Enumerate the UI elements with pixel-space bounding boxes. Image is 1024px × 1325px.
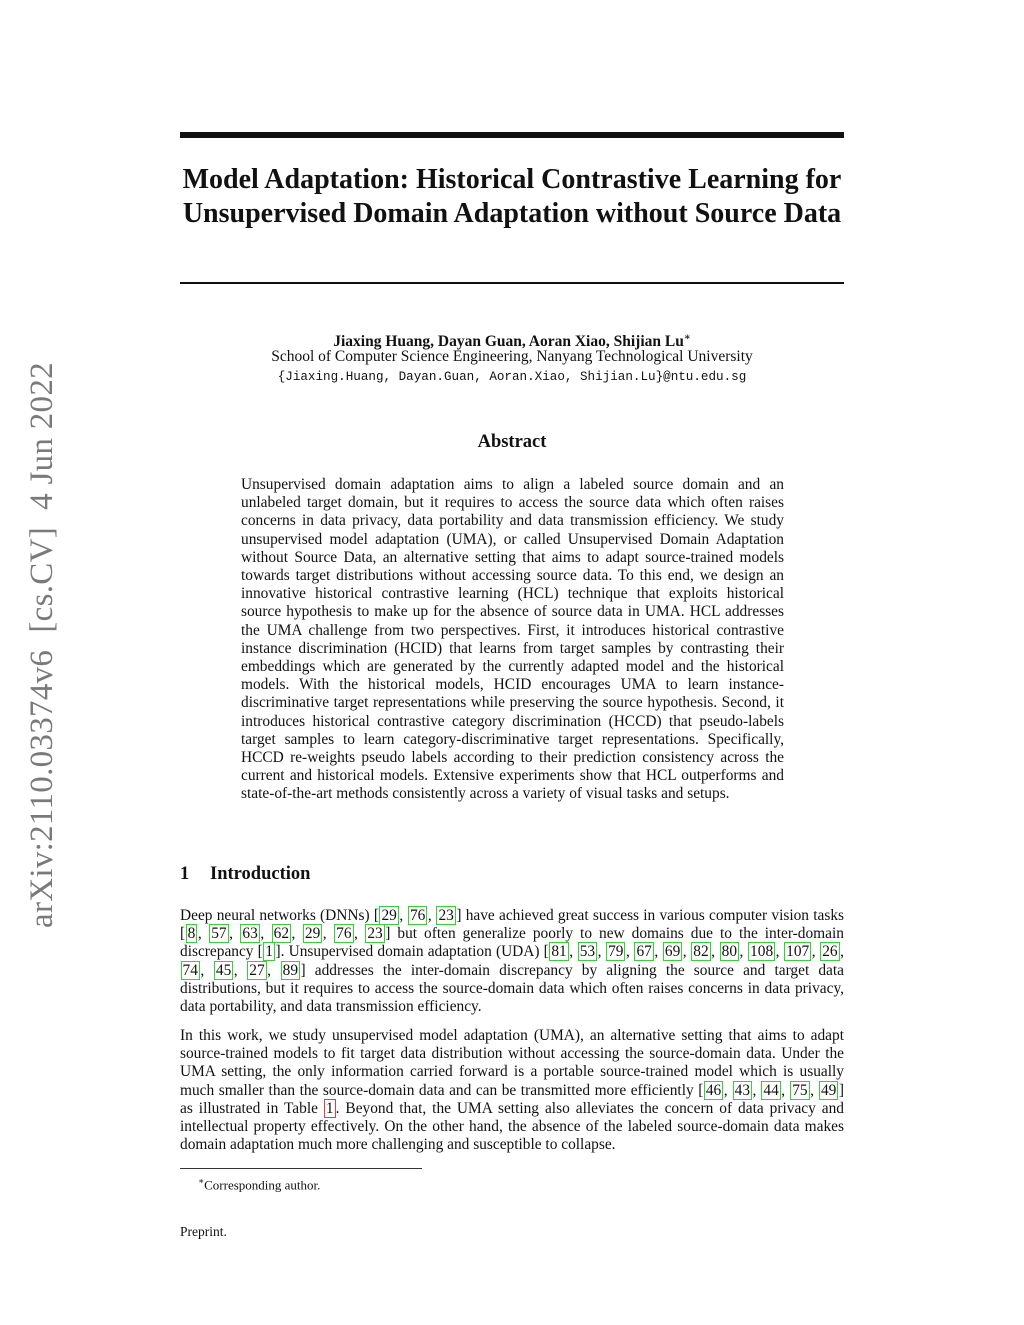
text-run: ]. Unsupervised domain adaptation (UDA) [ — [275, 943, 549, 961]
footnote — [198, 1172, 320, 1194]
section-title: Introduction — [210, 864, 311, 884]
text-run: ] have achieved great success in various computer vision tasks [ — [180, 907, 845, 943]
text-run: ] addresses the inter-domain discrepancy by aligning the source and target data distributions, but it requires to access the source-domain data which often raises concerns in data privacy, data portability, and data transmission efficiency. — [180, 961, 844, 1016]
section-heading-introduction — [180, 864, 310, 885]
text-run: . Beyond that, the UMA setting also alleviates the concern of data privacy and intellectual property effectively. On the other hand, the absence of the labeled source-domain data makes domain adaptation much more challenging and susceptible to collapse. — [180, 1099, 844, 1154]
citation-link[interactable]: 49 — [820, 1081, 837, 1099]
citation-link[interactable]: 45 — [215, 961, 232, 979]
abstract-text: Unsupervised domain adaptation aims to align a labeled source domain and an unlabeled target domain, but it requires to access the source data which often raises concerns in data privacy, data portability and data transmission efficiency. We study unsupervised model adaptation (UMA), or called Unsupervised Domain Adaptation without Source Data, an alternative setting that aims to adapt source-trained models towards target distributions without accessing source data. To this end, we design an innovative historical contrastive learning (HCL) technique that exploits historical source hypothesis to make up for the absence of source data in UMA. HCL addresses the UMA challenge from two perspectives. First, it introduces historical contrastive instance discrimination (HCID) that learns from target samples by contrasting their embeddings which are generated by the currently adapted model and the historical models. With the historical models, HCID encourages UMA to learn instance-discriminative target representations while preserving the source hypothesis. Second, it introduces historical contrastive category discrimination (HCCD) that pseudo-labels target samples to learn category-discriminative target representations. Specifically, HCCD re-weights pseudo labels according to their prediction consistency across the current and historical models. Extensive experiments show that HCL outperforms and state-of-the-art methods consistently across a variety of visual tasks and setups. — [241, 476, 784, 803]
citation-group: 46 , 43 , 44 , 75 , 49 — [705, 1081, 837, 1099]
citation-link[interactable]: 23 — [367, 925, 383, 943]
text-run: ] but often generalize poorly to new domains due to the inter-domain discrepancy [ — [180, 925, 844, 961]
citation-link[interactable]: 26 — [822, 943, 838, 961]
text-run: Deep neural networks (DNNs) [ — [180, 907, 379, 924]
corresponding-author-mark[interactable]: ∗ — [683, 332, 691, 343]
citation-link[interactable]: 75 — [792, 1081, 808, 1099]
citation-link[interactable]: 69 — [664, 943, 681, 961]
citation-link[interactable]: 57 — [211, 925, 227, 943]
paper-title: Model Adaptation: Historical Contrastive Learning for Unsupervised Domain Adaptation without Source Data — [182, 164, 842, 229]
citation-group: 81 , 53 , 79 , 67 , 69 , 82 , 80 , 108 , 107 , 26 , 74 , 45 , 27 , 89 — [182, 943, 844, 979]
citation-link[interactable]: 44 — [763, 1081, 779, 1099]
citation-link[interactable]: 46 — [705, 1081, 722, 1099]
citation-link[interactable]: 63 — [242, 925, 258, 943]
citation-link[interactable]: 62 — [273, 925, 290, 943]
citation-link[interactable]: 67 — [636, 943, 652, 961]
citation-link[interactable]: 29 — [304, 925, 321, 943]
citation-group — [263, 943, 276, 960]
text-run: ] as illustrated in Table — [180, 1081, 844, 1117]
author-emails: {Jiaxing.Huang, Dayan.Guan, Aoran.Xiao, Shijian.Lu}@ntu.edu.sg — [277, 370, 747, 384]
citation-link[interactable]: 43 — [734, 1081, 751, 1099]
citation-link[interactable]: 81 — [551, 943, 567, 961]
author-names: Jiaxing Huang, Dayan Guan, Aoran Xiao, Shijian Lu — [333, 333, 684, 350]
citation-link[interactable]: 80 — [721, 943, 738, 961]
citation-link[interactable]: 8 — [187, 925, 196, 943]
intro-paragraph-1 — [180, 907, 844, 1016]
arxiv-side-stamp: arXiv:2110.03374v6 [cs.CV] 4 Jun 2022 — [24, 362, 60, 928]
title-rule-bottom — [180, 282, 844, 284]
footnote-text: Corresponding author. — [204, 1177, 321, 1193]
citation-link[interactable]: 23 — [438, 907, 454, 924]
citation-link[interactable]: 89 — [282, 961, 299, 979]
affiliation: School of Computer Science Engineering, Nanyang Technological University — [271, 348, 753, 365]
citation-link[interactable]: 108 — [750, 943, 774, 961]
citation-link[interactable]: 53 — [579, 943, 596, 961]
citation-link[interactable]: 79 — [608, 943, 624, 961]
citation-link[interactable]: 1 — [265, 943, 273, 961]
title-rule-top — [180, 132, 844, 138]
citation-link[interactable]: 76 — [336, 925, 352, 943]
citation-link[interactable]: 82 — [693, 943, 709, 961]
footnote-mark: ∗ — [198, 1176, 205, 1186]
citation-link[interactable]: 27 — [249, 961, 265, 979]
text-run: In this work, we study unsupervised model adaptation (UMA), an alternative setting that aims to adapt source-trained models to fit target data distribution without accessing the source-domain data. Under the UMA setting, the only information carried forward is a portable source-trained model which is usually much smaller than the source-domain data and can be transmitted more efficiently [ — [180, 1027, 844, 1099]
table-reference-link[interactable]: 1 — [325, 1099, 334, 1117]
citation-group: 8 , 57 , 63 , 62 , 29 , 76 , 23 — [187, 925, 383, 943]
intro-paragraph-2 — [180, 1027, 844, 1154]
citation-link[interactable]: 76 — [409, 907, 426, 924]
citation-group: 29 , 76 , 23 — [381, 907, 454, 924]
section-number: 1 — [180, 864, 190, 884]
page-footer: Preprint. — [180, 1224, 227, 1239]
footnote-rule — [180, 1168, 422, 1169]
citation-link[interactable]: 29 — [381, 907, 397, 924]
citation-link[interactable]: 107 — [786, 943, 810, 961]
abstract-heading: Abstract — [477, 432, 547, 452]
citation-link[interactable]: 74 — [182, 961, 198, 979]
